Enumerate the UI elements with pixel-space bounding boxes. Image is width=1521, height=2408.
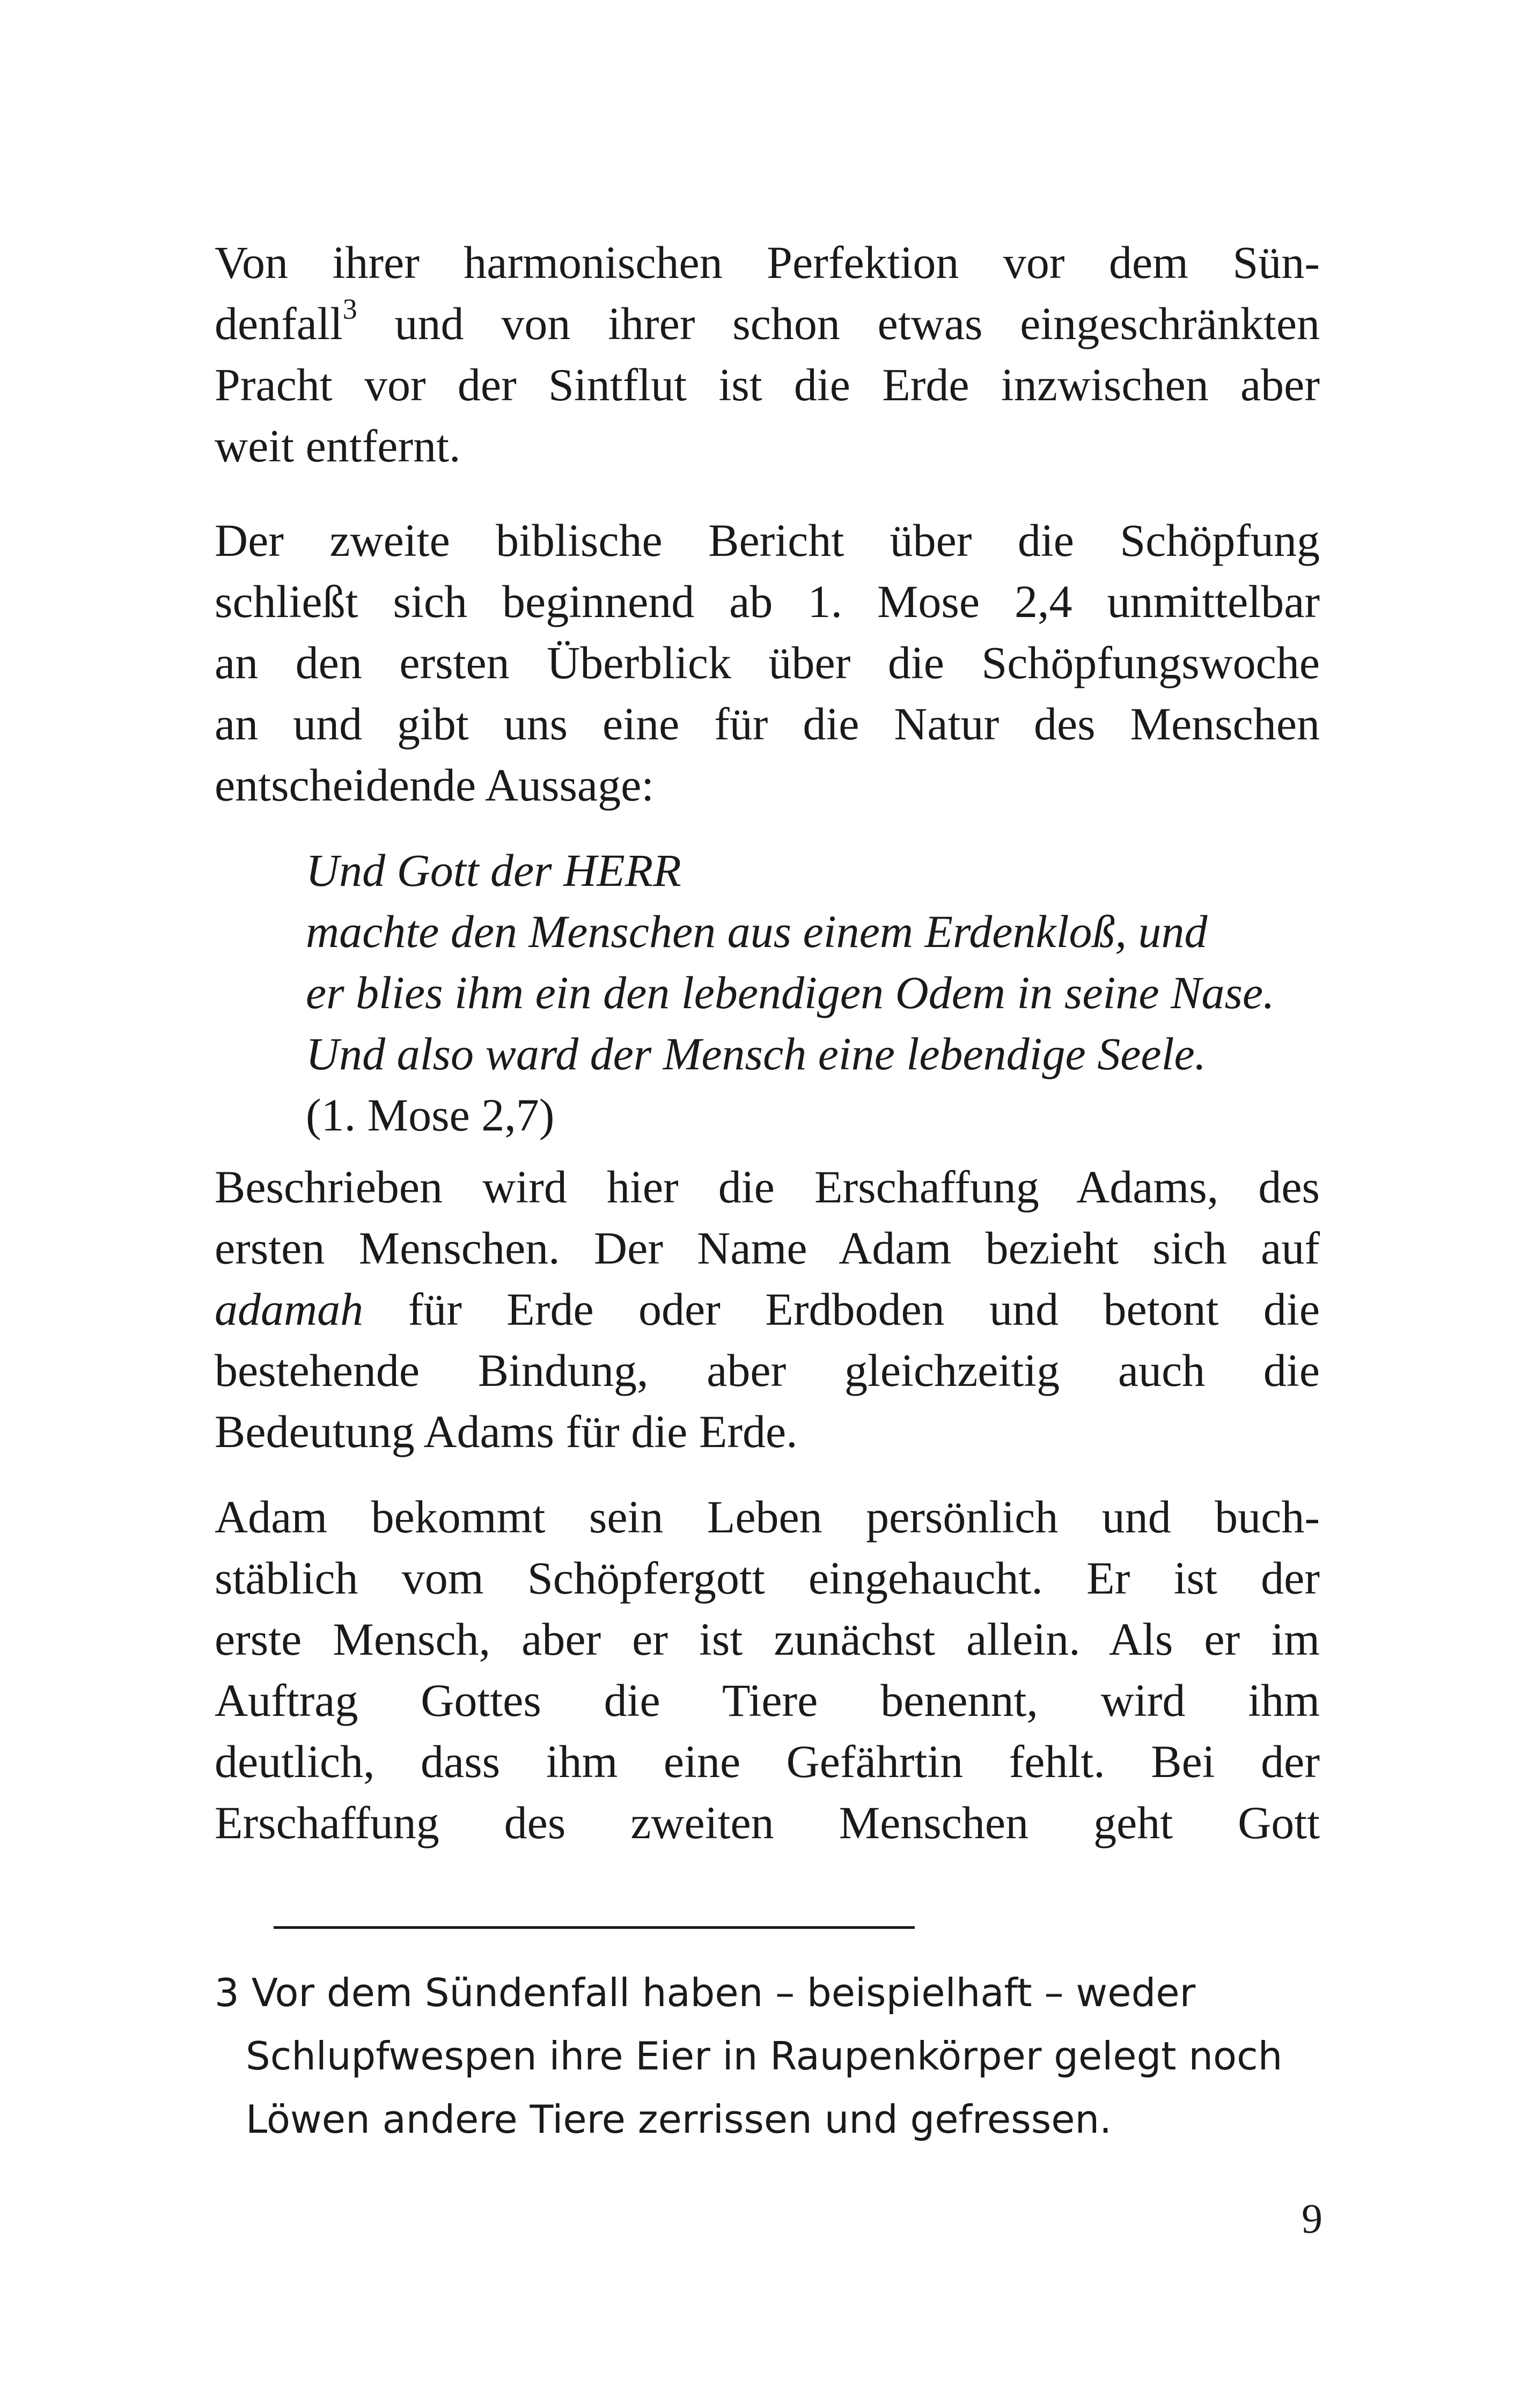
paragraph-4-line-4: Auftrag Gottes die Tiere benennt, wird ihm [215, 1675, 1320, 1726]
paragraph-3-line-3-rest: für Erde oder Erdboden und betont die [363, 1283, 1320, 1335]
footnote [215, 1961, 1341, 2151]
bible-quote [306, 840, 1352, 1146]
paragraph-2-line-2: schließt sich beginnend ab 1. Mose 2,4 unmittelbar [215, 576, 1320, 627]
paragraph-4-line-5: deutlich, dass ihm eine Gefährtin fehlt. Bei der [215, 1736, 1320, 1787]
paragraph-1-line-2-start: denfall [215, 298, 343, 349]
footnote-reference: 3 [342, 293, 357, 326]
paragraph-2-line-3: an den ersten Überblick über die Schöpfungswoche [215, 637, 1320, 688]
footnote-line-2: Schlupfwespen ihre Eier in Raupenkörper gelegt noch [246, 2033, 1283, 2079]
bible-quote-line-4: Und also ward der Mensch eine lebendige Seele. [306, 1028, 1207, 1080]
paragraph-1-line-2-end: und von ihrer schon etwas eingeschränkten [357, 298, 1320, 349]
hebrew-term: adamah [215, 1283, 364, 1335]
paragraph-2-line-4: an und gibt uns eine für die Natur des Menschen [215, 698, 1320, 750]
paragraph-4-line-1: Adam bekommt sein Leben persönlich und buch- [215, 1491, 1320, 1543]
paragraph-4-line-6: Erschaffung des zweiten Menschen geht Gott [215, 1797, 1320, 1848]
footnote-line-3: Löwen andere Tiere zerrissen und gefressen. [246, 2097, 1112, 2142]
page-number: 9 [1302, 2195, 1322, 2242]
paragraph-1-line-1: Von ihrer harmonischen Perfektion vor dem Sün- [215, 237, 1320, 288]
paragraph-2-line-1: Der zweite biblische Bericht über die Schöpfung [215, 515, 1320, 566]
bible-quote-line-1: Und Gott der HERR [306, 845, 681, 896]
bible-quote-reference: (1. Mose 2,7) [306, 1089, 555, 1141]
paragraph-3-line-2: ersten Menschen. Der Name Adam bezieht sich auf [215, 1222, 1320, 1274]
paragraph-2 [215, 510, 1320, 816]
paragraph-1 [215, 232, 1320, 476]
paragraph-3-line-5: Bedeutung Adams für die Erde. [215, 1406, 798, 1457]
paragraph-1-line-2 [215, 293, 1320, 354]
paragraph-3-line-3 [215, 1279, 1320, 1340]
paragraph-3-line-4: bestehende Bindung, aber gleichzeitig auch die [215, 1345, 1320, 1396]
paragraph-2-line-5: entscheidende Aussage: [215, 759, 655, 811]
paragraph-4-line-3: erste Mensch, aber er ist zunächst allein. Als er im [215, 1613, 1320, 1665]
paragraph-3 [215, 1156, 1320, 1462]
paragraph-1-line-4: weit entfernt. [215, 420, 461, 472]
footnote-line-1: 3 Vor dem Sündenfall haben – beispielhaft – weder [215, 1970, 1196, 2015]
paragraph-4 [215, 1486, 1320, 1853]
bible-quote-line-3: er blies ihm ein den lebendigen Odem in seine Nase. [306, 967, 1275, 1018]
footnote-separator [274, 1926, 915, 1929]
bible-quote-line-2: machte den Menschen aus einem Erdenkloß, und [306, 906, 1208, 957]
paragraph-4-line-2: stäblich vom Schöpfergott eingehaucht. Er ist der [215, 1552, 1320, 1604]
paragraph-3-line-1: Beschrieben wird hier die Erschaffung Adams, des [215, 1161, 1320, 1213]
paragraph-1-line-3: Pracht vor der Sintflut ist die Erde inzwischen aber [215, 359, 1320, 410]
